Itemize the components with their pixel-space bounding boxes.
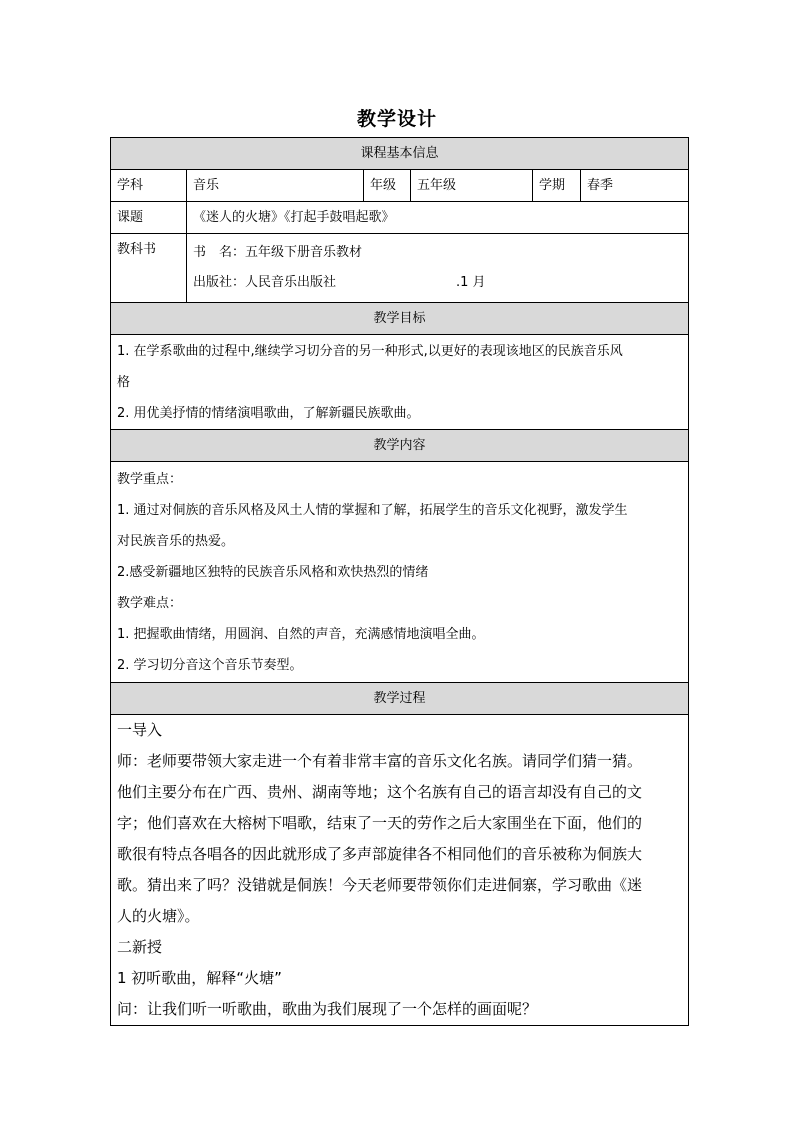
process-line: 人的火塘》。 — [117, 907, 200, 925]
content-line: 1. 通过对侗族的音乐风格及风土人情的掌握和了解，拓展学生的音乐文化视野，激发学生 — [117, 502, 628, 518]
goal-line: 1. 在学系歌曲的过程中,继续学习切分音的另一种形式,以更好的表现该地区的民族音乐风 — [117, 343, 623, 359]
process-header: 教学过程 — [111, 683, 689, 715]
goal-line: 2. 用优美抒情的情绪演唱歌曲，了解新疆民族歌曲。 — [117, 405, 420, 421]
basic-info-header: 课程基本信息 — [111, 138, 689, 170]
goals-row — [111, 335, 689, 430]
goals-header: 教学目标 — [111, 303, 689, 335]
textbook-info — [187, 234, 689, 303]
process-header-row — [111, 683, 689, 715]
content-line: 2. 学习切分音这个音乐节奏型。 — [117, 657, 303, 673]
textbook-label: 教科书 — [111, 234, 187, 303]
content-row — [111, 462, 689, 683]
content-line: 2.感受新疆地区独特的民族音乐风格和欢快热烈的情绪 — [117, 564, 429, 580]
process-line: 1 初听歌曲，解释“火塘” — [117, 969, 282, 987]
content-line: 1. 把握歌曲情绪，用圆润、自然的声音，充满感情地演唱全曲。 — [117, 626, 485, 642]
process-line: 歌。猜出来了吗？没错就是侗族！今天老师要带领你们走进侗寨，学习歌曲《迷 — [117, 876, 643, 894]
content-line: 教学难点： — [117, 595, 183, 611]
topic-value: 《迷人的火塘》《打起手鼓唱起歌》 — [187, 202, 689, 234]
topic-row — [111, 202, 689, 234]
goals-header-row — [111, 303, 689, 335]
subject-value: 音乐 — [187, 170, 364, 202]
process-line: 他们主要分布在广西、贵州、湖南等地；这个名族有自己的语言却没有自己的文 — [117, 783, 643, 801]
process-line: 二新授 — [117, 938, 163, 956]
publish-date: .1 月 — [456, 275, 486, 290]
textbook-row — [111, 234, 689, 303]
publisher-line — [193, 268, 682, 298]
process-body — [111, 715, 689, 1026]
page-title: 教学设计 — [356, 108, 437, 130]
publisher: 出版社：人民音乐出版社 — [193, 275, 337, 290]
content-body — [111, 462, 689, 683]
term-value: 春季 — [581, 170, 689, 202]
goals-body — [111, 335, 689, 430]
content-line: 教学重点： — [117, 471, 183, 487]
basic-info-header-row — [111, 138, 689, 170]
book-name: 书 名：五年级下册音乐教材 — [193, 245, 363, 260]
process-line: 问：让我们听一听歌曲，歌曲为我们展现了一个怎样的画面呢？ — [117, 1000, 538, 1018]
lesson-plan-table — [110, 137, 689, 1026]
content-header: 教学内容 — [111, 430, 689, 462]
subject-label: 学科 — [111, 170, 187, 202]
term-label: 学期 — [533, 170, 581, 202]
content-header-row — [111, 430, 689, 462]
process-line: 师：老师要带领大家走进一个有着非常丰富的音乐文化名族。请同学们猜一猜。 — [117, 752, 643, 770]
grade-value: 五年级 — [411, 170, 533, 202]
process-row — [111, 715, 689, 1026]
content-line: 对民族音乐的热爱。 — [117, 533, 235, 549]
process-line: 歌很有特点各唱各的因此就形成了多声部旋律各不相同他们的音乐被称为侗族大 — [117, 845, 643, 863]
topic-label: 课题 — [111, 202, 187, 234]
subject-row — [111, 170, 689, 202]
grade-label: 年级 — [364, 170, 411, 202]
process-line: 一导入 — [117, 721, 163, 739]
process-line: 字；他们喜欢在大榕树下唱歌，结束了一天的劳作之后大家围坐在下面，他们的 — [117, 814, 643, 832]
goal-line: 格 — [117, 374, 131, 390]
